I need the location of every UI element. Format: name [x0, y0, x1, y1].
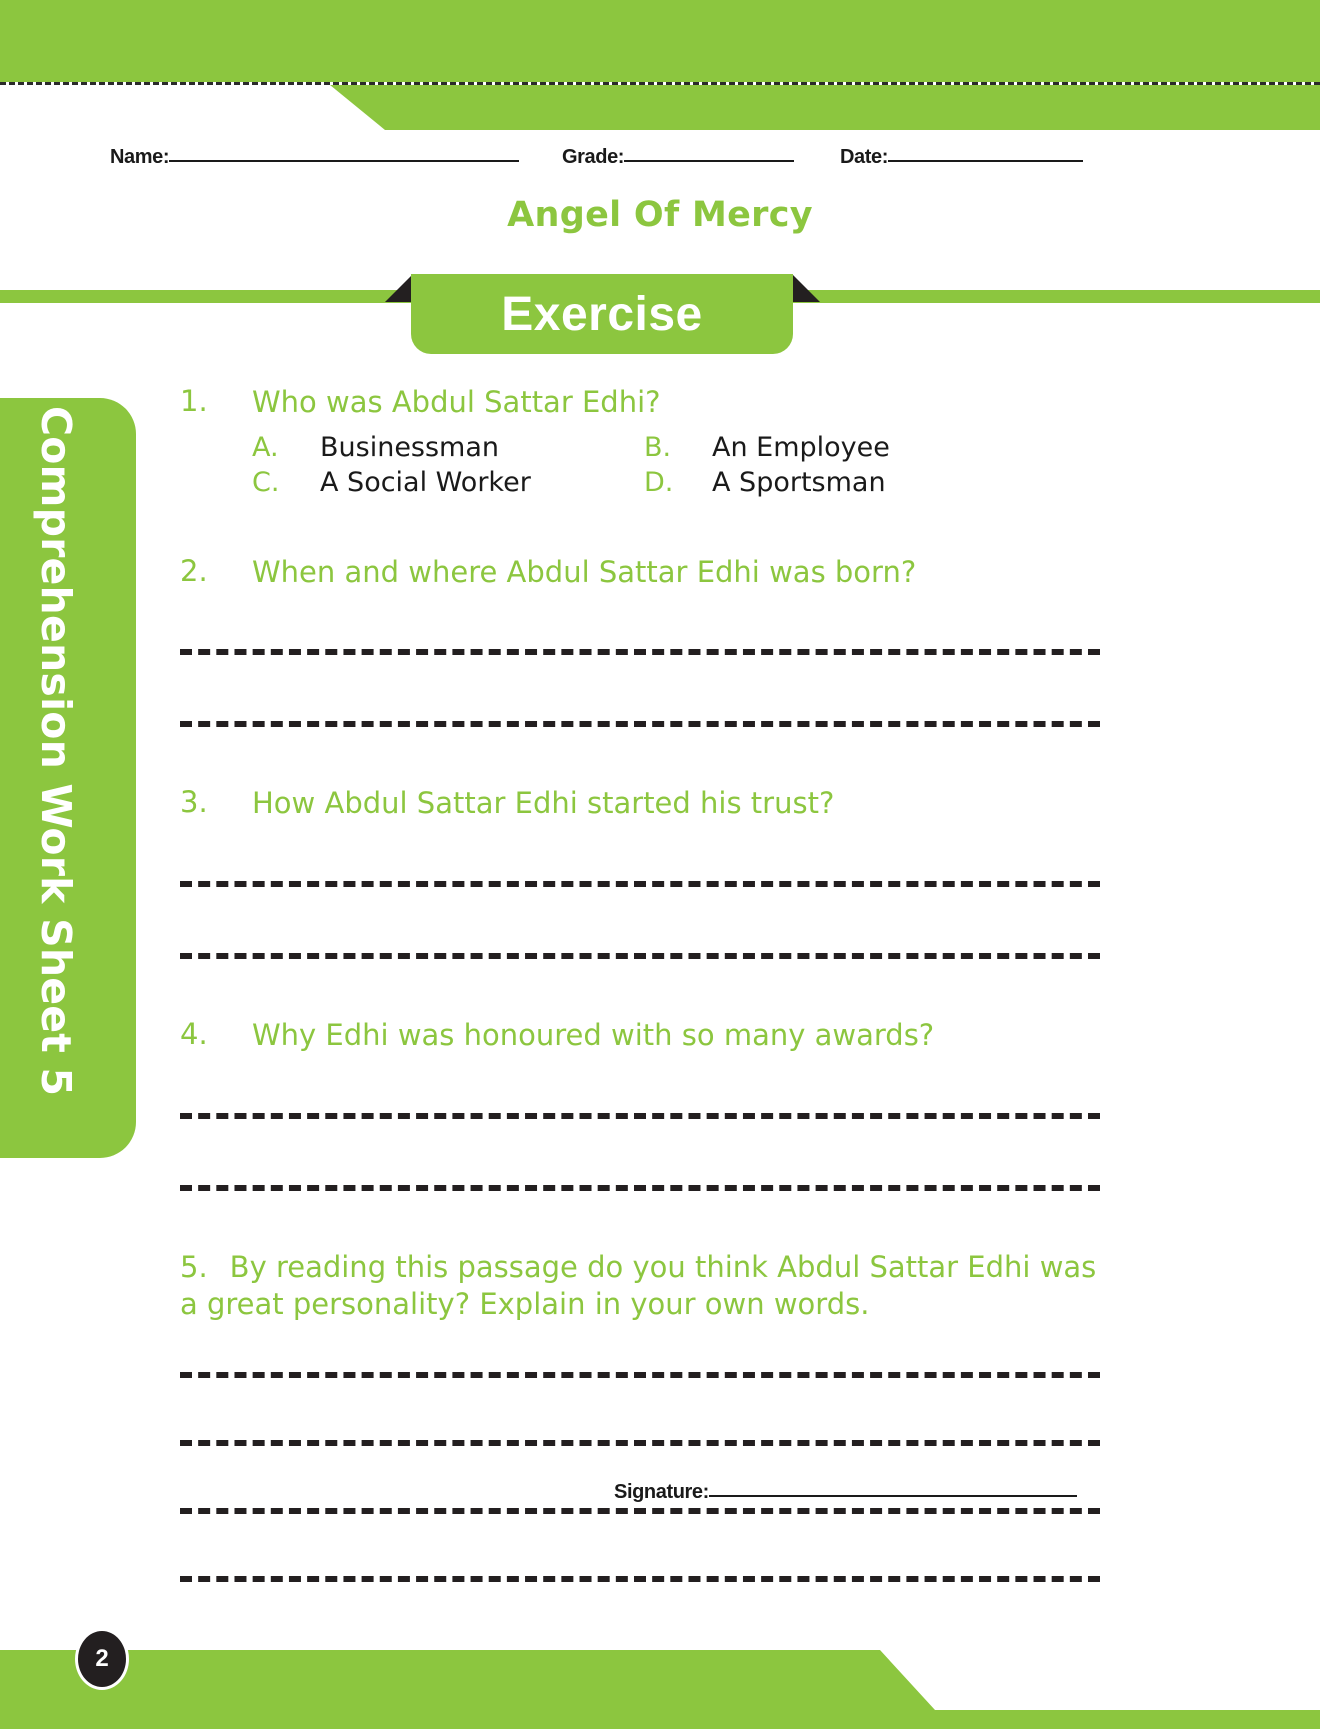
spacer: [180, 502, 1110, 554]
ribbon-fold-right-icon: [792, 274, 820, 302]
header-angled-band: [0, 85, 1320, 130]
spacer: [180, 1191, 1110, 1249]
option-d[interactable]: [644, 467, 886, 498]
date-label: Date:: [840, 146, 889, 168]
option-a-letter: A.: [252, 431, 279, 463]
question-4-number: 4.: [180, 1017, 208, 1052]
header-dashed-divider: [0, 82, 1320, 85]
student-info-row: [0, 146, 1320, 176]
option-row-cd: [252, 467, 1110, 498]
ribbon-rule-left: [0, 290, 420, 303]
spacer: [180, 1514, 1110, 1576]
page-number-badge: 2: [75, 1628, 129, 1690]
signature-label: Signature:: [614, 1481, 709, 1503]
grade-label: Grade:: [562, 146, 625, 168]
question-3-number: 3.: [180, 785, 208, 820]
question-2: [180, 554, 1110, 728]
question-3-text: How Abdul Sattar Edhi started his trust?: [252, 786, 835, 821]
spacer: [180, 887, 1110, 953]
side-tab: [0, 398, 136, 1158]
side-tab-label: Comprehension Work Sheet 5: [32, 406, 80, 1097]
question-5-text: By reading this passage do you think Abdul Sattar Edhi was a great personality? Explain in your own words.: [180, 1249, 1097, 1322]
footer-green-band: [0, 1650, 1320, 1729]
exercise-banner: [411, 274, 793, 354]
question-1-options: [252, 432, 1110, 498]
name-write-line[interactable]: [169, 160, 519, 162]
option-a-text: Businessman: [320, 431, 500, 463]
spacer: [180, 1119, 1110, 1185]
date-field[interactable]: [840, 146, 1083, 169]
question-3: [180, 785, 1110, 959]
option-a[interactable]: [252, 432, 644, 463]
question-4: [180, 1017, 1110, 1191]
ribbon-rule-right: [790, 290, 1320, 303]
question-1: [180, 384, 1110, 498]
name-label: Name:: [110, 146, 170, 168]
option-b-letter: B.: [644, 431, 672, 463]
signature-write-line[interactable]: [709, 1495, 1077, 1497]
grade-field[interactable]: [562, 146, 794, 169]
spacer: [180, 591, 1110, 649]
answer-line[interactable]: [180, 1576, 1100, 1582]
option-b-text: An Employee: [712, 431, 890, 463]
header-green-band: [0, 0, 1320, 82]
option-c-text: A Social Worker: [320, 466, 531, 498]
exercise-banner-label: Exercise: [501, 287, 703, 341]
question-1-text: Who was Abdul Sattar Edhi?: [252, 385, 661, 419]
question-4-text: Why Edhi was honoured with so many awards?: [252, 1018, 935, 1053]
ribbon-fold-left-icon: [385, 274, 413, 302]
spacer: [180, 959, 1110, 1017]
question-2-text: When and where Abdul Sattar Edhi was born?: [252, 554, 917, 589]
spacer: [180, 823, 1110, 881]
question-5-number: 5.: [180, 1249, 208, 1284]
exercise-questions: [180, 384, 1110, 1582]
question-1-number: 1.: [180, 384, 208, 418]
option-c-letter: C.: [252, 466, 280, 498]
spacer: [180, 727, 1110, 785]
option-d-text: A Sportsman: [712, 466, 886, 498]
spacer: [180, 1378, 1110, 1440]
date-write-line[interactable]: [888, 160, 1083, 162]
name-field[interactable]: [110, 146, 519, 169]
signature-field[interactable]: [614, 1481, 1077, 1504]
question-2-number: 2.: [180, 553, 208, 588]
spacer: [180, 1055, 1110, 1113]
spacer: [180, 655, 1110, 721]
worksheet-title: Angel Of Mercy: [507, 195, 813, 235]
question-5: [180, 1249, 1110, 1582]
option-c[interactable]: [252, 467, 644, 498]
spacer: [180, 1324, 1110, 1372]
grade-write-line[interactable]: [624, 160, 794, 162]
option-d-letter: D.: [644, 466, 674, 498]
option-row-ab: [252, 432, 1110, 463]
option-b[interactable]: [644, 432, 890, 463]
